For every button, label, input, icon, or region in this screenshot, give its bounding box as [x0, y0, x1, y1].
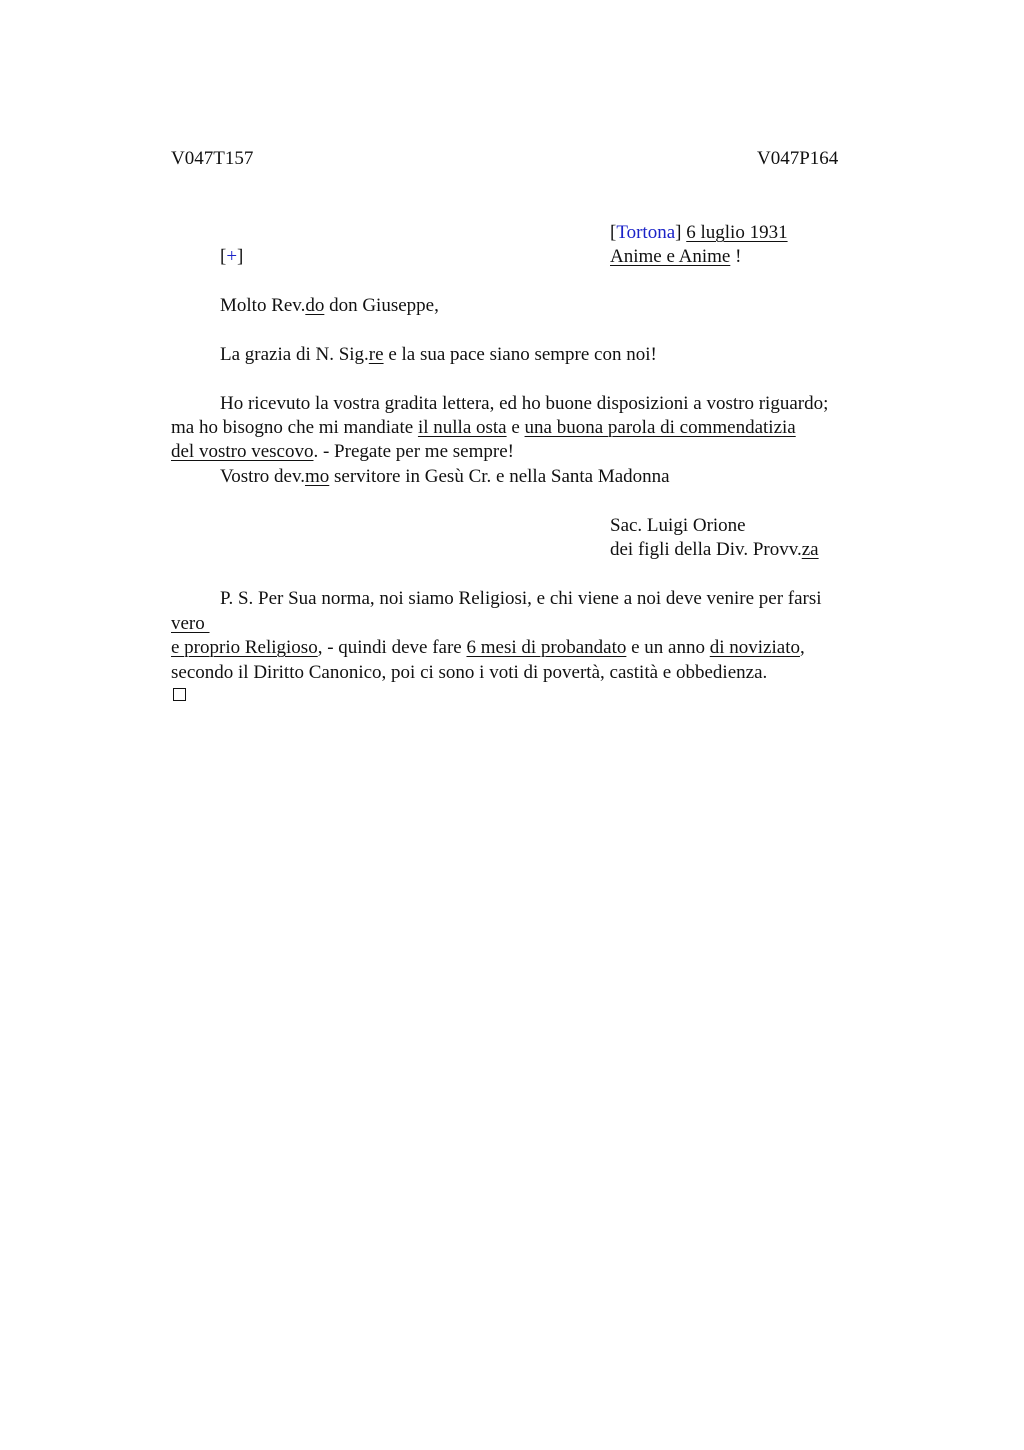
vero-phrase: vero — [171, 613, 210, 634]
salutation — [220, 294, 439, 318]
postscript-line-4: secondo il Diritto Canonico, poi ci sono i voti di povertà, castità e obbedienza. — [171, 662, 768, 683]
cross-bracket-close: ] — [237, 246, 244, 267]
salutation-abbr: do — [305, 295, 325, 316]
postscript-line-3-mid2: e un anno — [626, 637, 710, 658]
vescovo-phrase: del vostro vescovo — [171, 441, 314, 462]
signature-title — [610, 538, 819, 562]
body-line-2-mid: e — [506, 417, 525, 438]
postscript-line-3 — [171, 636, 805, 660]
postscript-line-2 — [171, 612, 210, 636]
motto-suffix: ! — [730, 246, 742, 267]
signature-title-abbr: za — [801, 539, 819, 560]
closing-suffix: servitore in Gesù Cr. e nella Santa Madonna — [329, 466, 670, 487]
nulla-osta-phrase: il nulla osta — [417, 417, 507, 438]
greeting — [220, 343, 657, 367]
postscript-line-3-suffix: , — [799, 637, 805, 658]
probandato-phrase: 6 mesi di probandato — [466, 637, 627, 658]
closing-abbr: mo — [304, 466, 330, 487]
motto: Anime e Anime — [610, 246, 731, 267]
right-document-code: V047P164 — [757, 148, 839, 169]
body-line-3 — [171, 440, 514, 464]
closing-line — [220, 465, 670, 489]
body-line-2-prefix: ma ho bisogno che mi mandiate — [171, 417, 418, 438]
body-line-1: Ho ricevuto la vostra gradita lettera, ed ho buone disposizioni a vostro riguardo; — [220, 393, 829, 414]
cross-bracket-open: [ — [220, 246, 227, 267]
end-square-icon — [173, 688, 186, 701]
proprio-religioso-phrase: e proprio Religioso — [171, 637, 318, 658]
postscript-line-3-mid1: , - quindi deve fare — [317, 637, 467, 658]
place-bracket-open: [ — [610, 222, 617, 243]
left-document-code: V047T157 — [171, 148, 254, 169]
letter-date: 6 luglio 1931 — [686, 222, 788, 243]
place-name: Tortona — [616, 222, 676, 243]
greeting-abbr: re — [368, 344, 384, 365]
cross-marker — [220, 245, 243, 269]
salutation-suffix: don Giuseppe, — [324, 295, 439, 316]
closing-prefix: Vostro dev. — [220, 466, 305, 487]
greeting-prefix: La grazia di N. Sig. — [220, 344, 369, 365]
greeting-suffix: e la sua pace siano sempre con noi! — [383, 344, 657, 365]
signature-title-prefix: dei figli della Div. Provv. — [610, 539, 802, 560]
salutation-prefix: Molto Rev. — [220, 295, 306, 316]
motto-line — [610, 245, 741, 269]
commendatizia-phrase: una buona parola di commendatizia — [524, 417, 796, 438]
body-line-2 — [171, 416, 796, 440]
noviziato-phrase: di noviziato — [709, 637, 800, 658]
postscript-line-1: P. S. Per Sua norma, noi siamo Religiosi, e chi viene a noi deve venire per farsi — [220, 588, 822, 609]
signature-name: Sac. Luigi Orione — [610, 515, 746, 536]
date-line — [610, 221, 788, 245]
cross-icon: + — [226, 246, 238, 267]
body-line-3-suffix: . - Pregate per me sempre! — [313, 441, 514, 462]
place-bracket-close: ] — [675, 222, 682, 243]
